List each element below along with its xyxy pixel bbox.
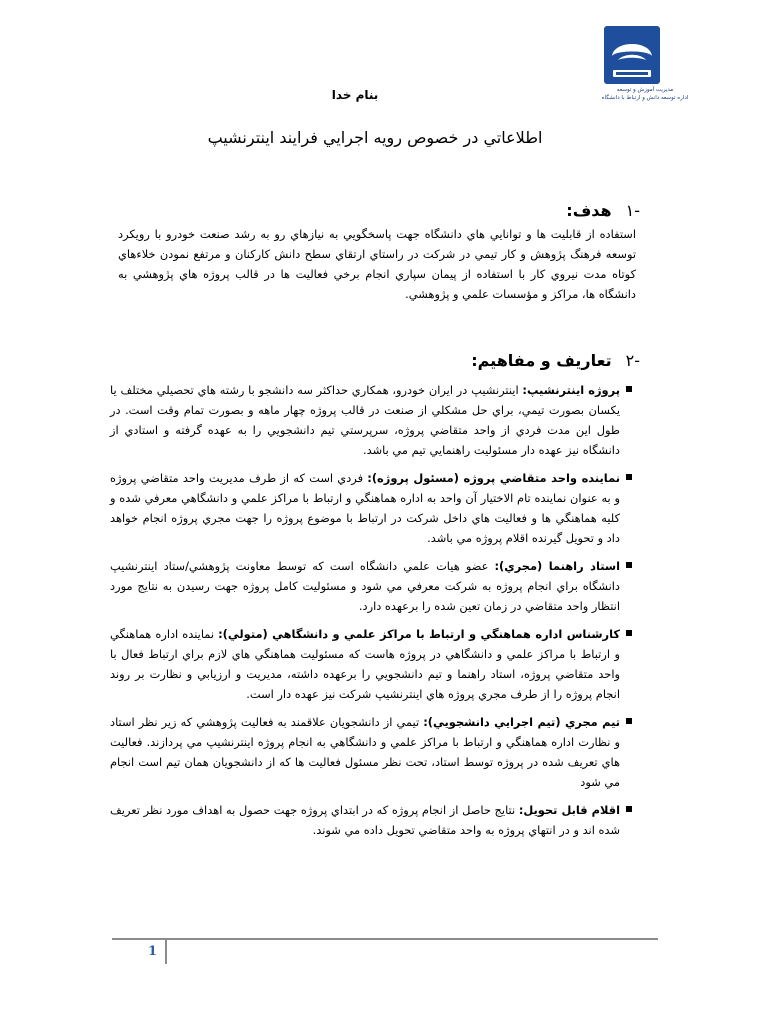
footer-divider-tick (165, 940, 167, 964)
list-item (110, 800, 620, 840)
definition-text: فردي است كه از طرف مديريت واحد متقاضي پروژه و به عنوان نماينده تام الاختيار آن واحد به اداره هماهنگي و ارتباط با مراكز علمي و دانشگاهي معرفي شده و كليه هماهنگي ها و فعاليت هاي داخل شركت در ارتباط با موضوع پروژه را جهت مجري پروژه انجام خواهد داد و تحويل گيرنده اقلام پروژه مي باشد. (110, 471, 620, 545)
bullet-square-icon (626, 806, 632, 812)
logo-emblem-icon (604, 26, 660, 84)
definition-term: كارشناس اداره هماهنگي و ارتباط با مراكز علمي و دانشگاهي (متولي): (218, 627, 620, 641)
section-heading-definitions (471, 351, 640, 370)
document-title: اطلاعاتي در خصوص رويه اجرايي فرايند اينترنشيپ (207, 128, 543, 147)
bullet-square-icon (626, 562, 632, 568)
section-heading-goal (566, 201, 640, 220)
definition-text: اينترنشيپ در ايران خودرو، همكاري حداكثر سه دانشجو با رشته هاي تحصيلي مختلف يا يكسان بصورت تيمي، براي حل مشكلي از صنعت در قالب پروژه چهار ماهه و بصورت تمام وقت است. در طول اين مدت فردي از واحد متقاضي پروژه، سرپرستي تيم دانشجويي را به عهده گرفته و استادي از دانشگاه نيز عهده دار مسئوليت راهنمايي تيم مي باشد. (110, 383, 620, 457)
definition-term: پروژه اينترنشيپ: (522, 383, 620, 397)
definition-text: عضو هيات علمي دانشگاه است كه توسط معاونت پژوهشي/ستاد اينترنشيپ دانشگاه براي انجام پروژه به شركت معرفي مي شود و مسئوليت كامل پروژه جهت رسيدن به نتايج مورد انتظار واحد متقاضي در زمان تعين شده را برعهده دارد. (110, 559, 620, 613)
footer-divider (112, 938, 658, 940)
definition-text: نتايج حاصل از انجام پروژه كه در ابتداي پروژه جهت حصول به اهداف مورد نظر تعريف شده اند و در انتهاي پروژه به واحد متقاضي تحويل داده مي شوند. (110, 803, 620, 837)
basmala-heading: بنام خدا (331, 88, 379, 102)
list-item (110, 468, 620, 548)
section-number: -١ (625, 201, 640, 220)
list-item (110, 380, 620, 460)
definition-term: تيم مجري (تيم اجرايي دانشجويي): (423, 715, 620, 729)
logo-caption (590, 86, 700, 102)
definition-text: نماينده اداره هماهنگي و ارتباط با مراكز علمي و دانشگاهي در پروژه هاست كه مسئوليت هماهنگي هاي لازم براي ارتباط فعال با واحد متقاضي پروژه، استاد راهنما و تيم دانشجويي را برعهده داشته، مديريت و ارزيابي و نظارت بر روند انجام پروژه را از طرف مجري پروژه هاي اينترنشيپ شركت نيز عهده دار است. (110, 627, 620, 701)
definitions-list (110, 380, 620, 840)
company-logo (604, 26, 660, 84)
list-item (110, 712, 620, 792)
page-number: 1 (148, 944, 158, 959)
definition-term: اقلام قابل تحويل: (518, 803, 620, 817)
goal-paragraph: استفاده از قابليت ها و توانايي هاي دانشگاه جهت پاسخگويي به نيازهاي رو به رشد صنعت خودرو با رويكرد توسعه فرهنگ پژوهش و كار تيمي در شركت در راستاي ارتقاي سطح دانش كاركنان و مرتفع نمودن خلاءهاي كوتاه مدت نيروي كار با استفاده از پيمان سپاري انجام برخي فعاليت ها در قالب پروژه هاي پژوهشي به دانشگاه ها، مراكز و مؤسسات علمي و پژوهشي. (118, 227, 636, 301)
section-number: -٢ (625, 351, 640, 370)
logo-caption-line2: اداره توسعه دانش و ارتباط با دانشگاه (601, 95, 689, 101)
list-item (110, 624, 620, 704)
bullet-square-icon (626, 474, 632, 480)
definition-term: نماينده واحد متقاضي پروژه (مسئول پروژه): (367, 471, 620, 485)
bullet-square-icon (626, 718, 632, 724)
section-title: تعاريف و مفاهيم: (471, 351, 612, 370)
definition-term: استاد راهنما (مجري): (494, 559, 620, 573)
section-title: هدف: (566, 201, 612, 220)
definition-text: تيمي از دانشجويان علاقمند به فعاليت پژوهشي كه زير نظر استاد و نظارت اداره هماهنگي و ارتباط با مراكز علمي و دانشگاهي به انجام پروژه اينترنشيپ مي پردازند. فعاليت هاي تعريف شده در پروژه توسط استاد، تحت نظر مسئول فعاليت ها كه از دانشجويان همان تيم است انجام مي شود (110, 715, 620, 789)
bullet-square-icon (626, 630, 632, 636)
logo-caption-line1: مديريت آموزش و توسعه (616, 87, 674, 93)
list-item (110, 556, 620, 616)
bullet-square-icon (626, 386, 632, 392)
